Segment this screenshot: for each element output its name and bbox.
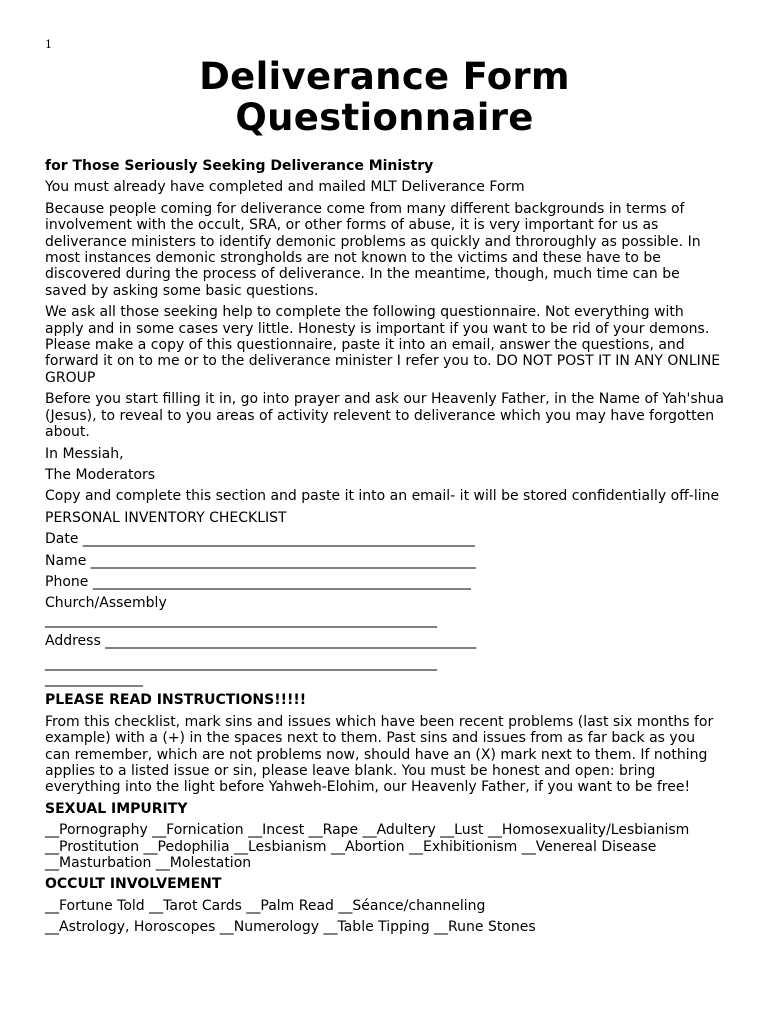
document-body (45, 158, 724, 936)
church-label: Church/Assembly (45, 595, 167, 612)
prerequisite-note: You must already have completed and mailed MLT Deliverance Form (45, 179, 525, 196)
signature: The Moderators (45, 466, 156, 483)
title-line-2: Questionnaire (235, 96, 534, 139)
inventory-heading: PERSONAL INVENTORY CHECKLIST (45, 509, 287, 526)
closing-salutation: In Messiah, (45, 445, 124, 462)
prayer-paragraph: Before you start filling it in, go into prayer and ask our Heavenly Father, in the Name of Yah'shua (Jesus), to reveal to you areas of activity relevent to deliverance which you may have forgotten about. (45, 391, 724, 441)
page-number: 1 (45, 38, 52, 51)
title-line-1: Deliverance Form (199, 55, 570, 98)
address-line-3[interactable]: ______________ (45, 670, 143, 687)
page-title (45, 0, 724, 138)
sexual-impurity-heading: SEXUAL IMPURITY (45, 800, 188, 817)
instructions-heading: PLEASE READ INSTRUCTIONS!!!!! (45, 692, 307, 709)
date-field[interactable]: Date ________________________________________________________ (45, 531, 475, 548)
sexual-impurity-checklist[interactable]: __Pornography __Fornication __Incest __Rape __Adultery __Lust __Homosexuality/Lesbianism __Prostitution __Pedophilia __Lesbianism __Abortion __Exhibitionism __Venereal Disease __Masturbation __Molestation (45, 822, 690, 872)
church-field[interactable]: ________________________________________________________ (45, 611, 437, 628)
subtitle: for Those Seriously Seeking Deliverance Ministry (45, 158, 434, 174)
occult-checklist-line-2[interactable]: __Astrology, Horoscopes __Numerology __Table Tipping __Rune Stones (45, 919, 536, 936)
request-paragraph: We ask all those seeking help to complete the following questionnaire. Not everything with apply and in some cases very little. Honesty is important if you want to be rid of your demons. Please make a copy of this questionnaire, paste it into an email, answer the questions, and forward it on to me or to the deliverance minister I refer you to. DO NOT POST IT IN ANY ONLINE GROUP (45, 304, 721, 386)
copy-instructions: Copy and complete this section and paste it into an email- it will be stored confidentially off-line (45, 488, 720, 505)
name-field[interactable]: Name _______________________________________________________ (45, 552, 476, 569)
occult-checklist-line-1[interactable]: __Fortune Told __Tarot Cards __Palm Read __Séance/channeling (45, 897, 486, 914)
address-line-2[interactable]: ________________________________________________________ (45, 654, 437, 671)
address-field[interactable]: Address _____________________________________________________ (45, 633, 477, 650)
intro-paragraph: Because people coming for deliverance come from many different backgrounds in terms of involvement with the occult, SRA, or other forms of abuse, it is very important for us as deliverance ministers to identify demonic problems as quickly and throroughly as possible. In most instances demonic strongholds are not known to the victims and these have to be discovered during the process of deliverance. In the meantime, though, much time can be saved by asking some basic questions. (45, 200, 701, 299)
phone-field[interactable]: Phone ______________________________________________________ (45, 573, 471, 590)
occult-involvement-heading: OCCULT INVOLVEMENT (45, 876, 222, 893)
instructions-paragraph: From this checklist, mark sins and issues which have been recent problems (last six months for example) with a (+) in the spaces next to them. Past sins and issues from as far back as you can remember, which are not problems now, should have an (X) mark next to them. If nothing applies to a listed issue or sin, please leave blank. You must be honest and open: bring everything into the light before Yahweh-Elohim, our Heavenly Father, if you want to be free! (45, 713, 714, 796)
